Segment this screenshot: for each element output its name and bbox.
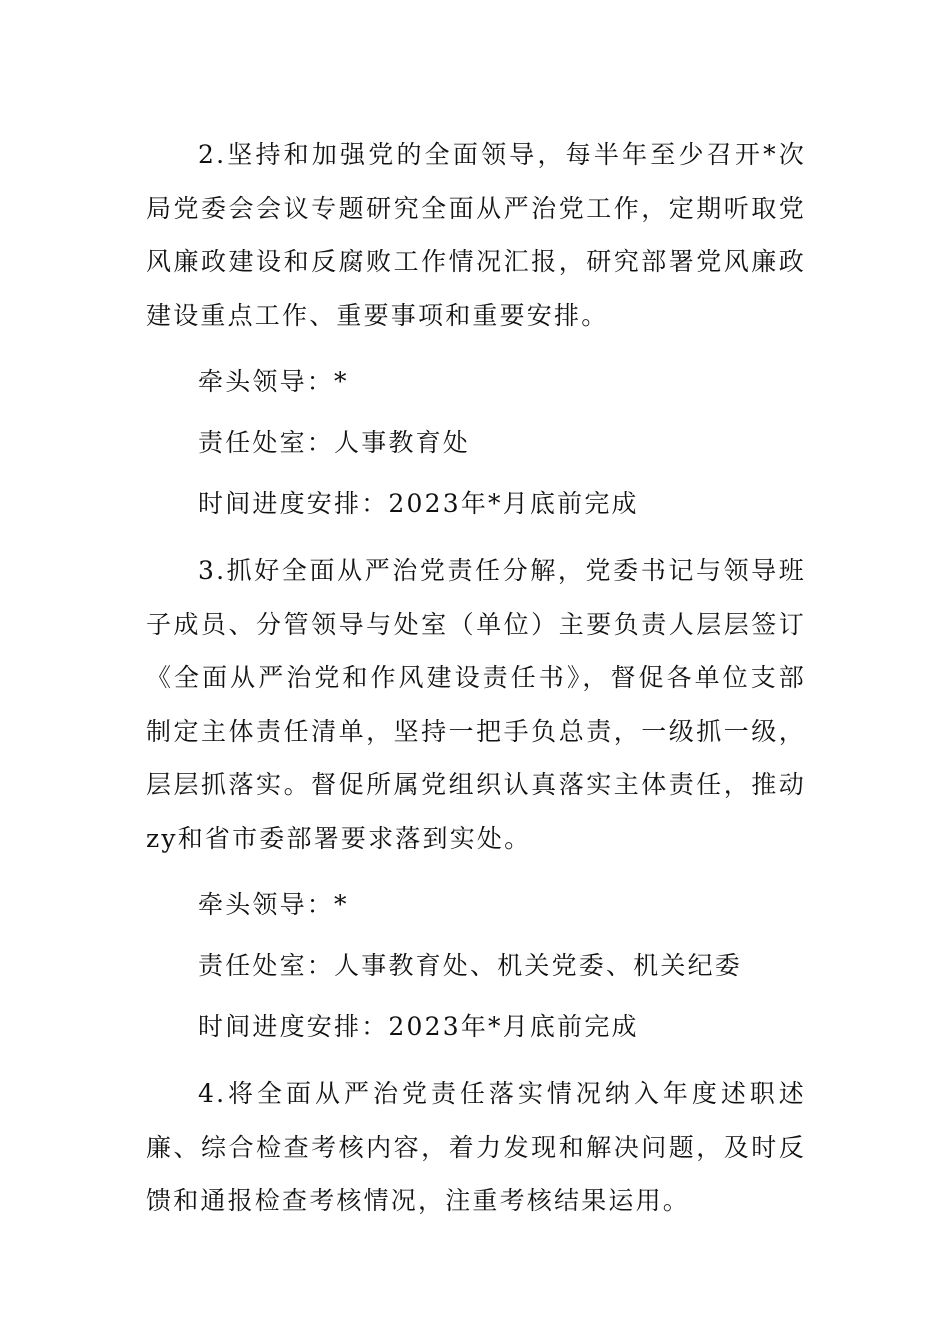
- item-4-paragraph: 4.将全面从严治党责任落实情况纳入年度述职述廉、综合检查考核内容，着力发现和解决问题，及时反馈和通报检查考核情况，注重考核结果运用。: [146, 1079, 806, 1215]
- item-3-lead: 牵头领导：*: [198, 890, 349, 919]
- item-2-schedule: 时间进度安排：2023年*月底前完成: [198, 489, 639, 518]
- item-2-paragraph: 2.坚持和加强党的全面领导，每半年至少召开*次局党委会会议专题研究全面从严治党工作，定期听取党风廉政建设和反腐败工作情况汇报，研究部署党风廉政建设重点工作、重要事项和重要安排。: [146, 140, 806, 330]
- item-2-lead: 牵头领导：*: [198, 367, 349, 396]
- item-3-paragraph: 3.抓好全面从严治党责任分解，党委书记与领导班子成员、分管领导与处室（单位）主要负责人层层签订《全面从严治党和作风建设责任书》，督促各单位支部制定主体责任清单，坚持一把手负总责，一级抓一级，层层抓落实。督促所属党组织认真落实主体责任，推动zy和省市委部署要求落到实处。: [146, 556, 806, 853]
- document-body: [146, 128, 806, 1228]
- item-3-office: 责任处室：人事教育处、机关党委、机关纪委: [198, 951, 743, 980]
- item-2-office: 责任处室：人事教育处: [198, 428, 471, 457]
- item-3-schedule: 时间进度安排：2023年*月底前完成: [198, 1012, 639, 1041]
